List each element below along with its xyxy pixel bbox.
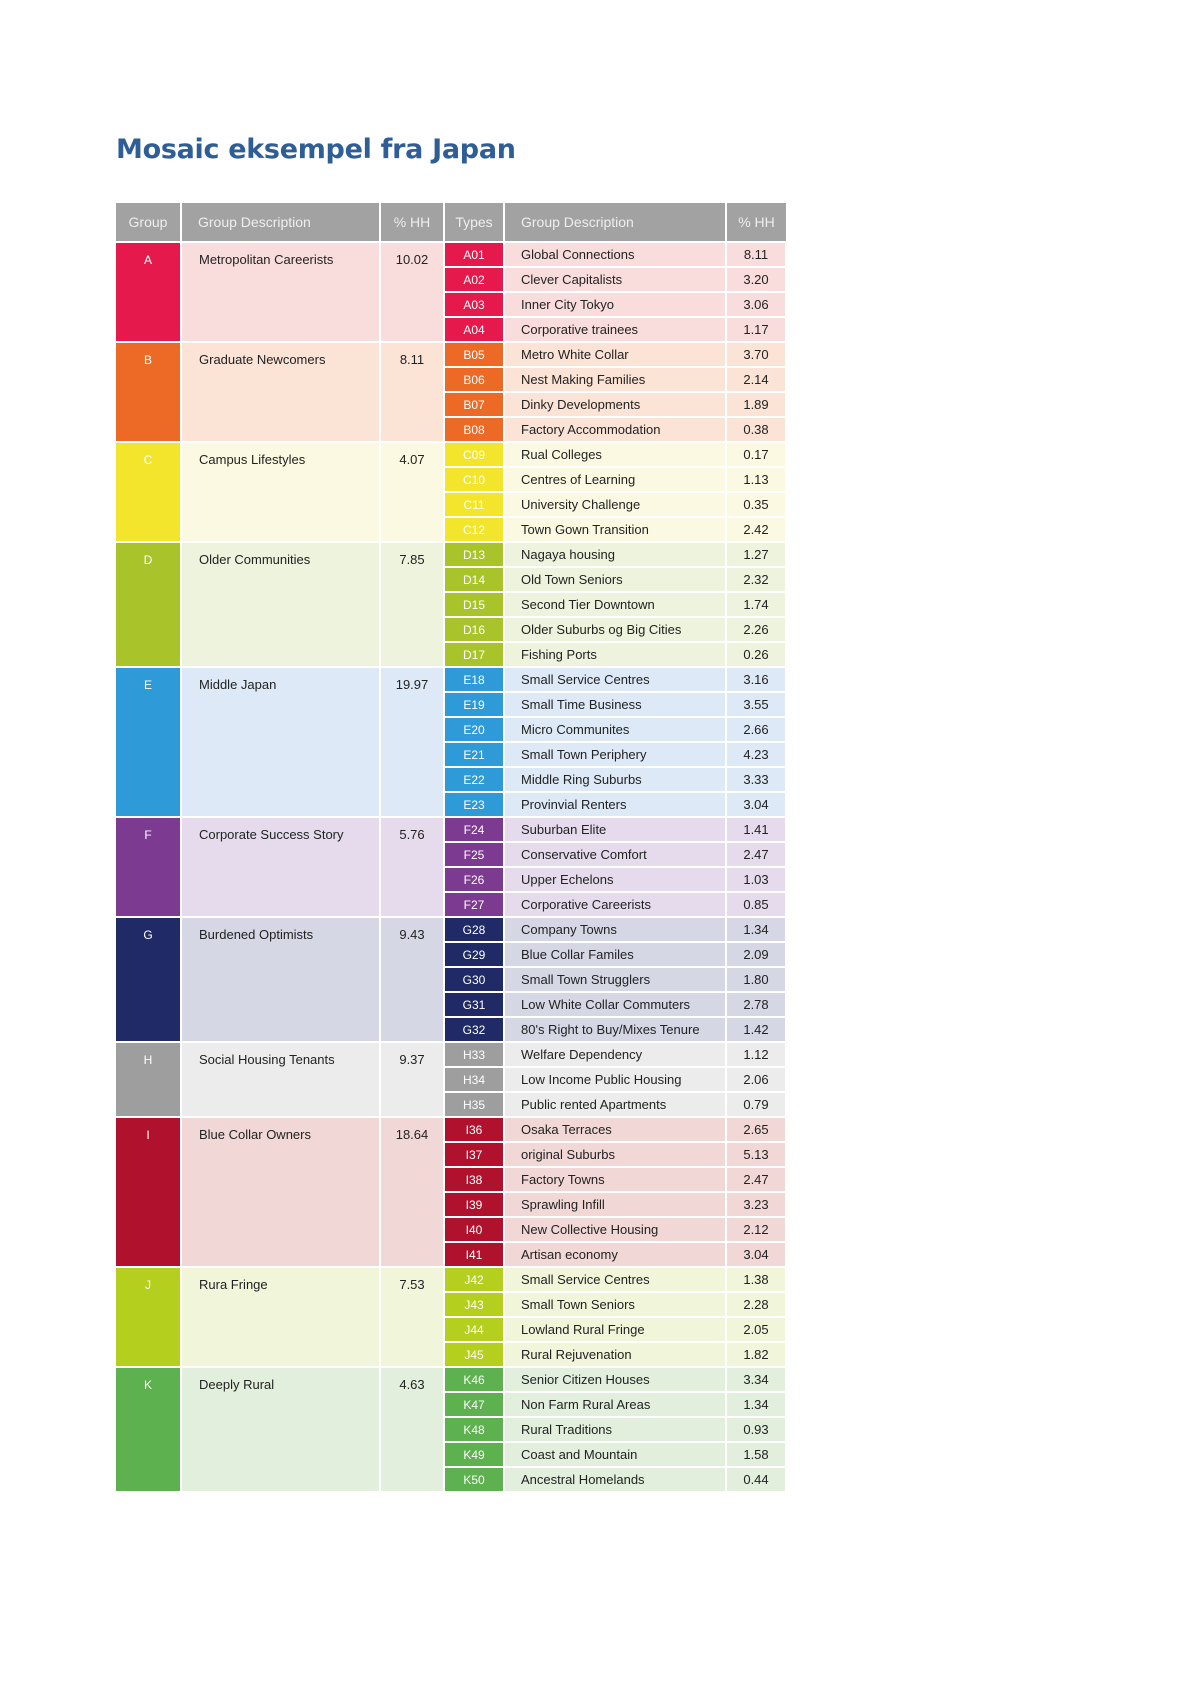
type-row <box>445 868 785 893</box>
group-block <box>116 1043 786 1116</box>
type-pct-hh: 3.70 <box>727 343 785 366</box>
type-pct-hh: 2.47 <box>727 843 785 866</box>
type-code: F24 <box>445 818 503 841</box>
type-pct-hh: 1.58 <box>727 1443 785 1466</box>
type-code: B08 <box>445 418 503 441</box>
type-pct-hh: 1.80 <box>727 968 785 991</box>
type-description: Small Service Centres <box>505 1268 725 1291</box>
type-code: K49 <box>445 1443 503 1466</box>
type-description: Small Town Strugglers <box>505 968 725 991</box>
type-pct-hh: 4.23 <box>727 743 785 766</box>
group-pct-hh: 7.53 <box>381 1268 443 1366</box>
type-code: G28 <box>445 918 503 941</box>
table-body <box>116 243 786 1491</box>
type-pct-hh: 0.79 <box>727 1093 785 1116</box>
group-letter: G <box>116 918 180 1041</box>
group-block <box>116 443 786 541</box>
group-block <box>116 1268 786 1366</box>
type-code: K48 <box>445 1418 503 1441</box>
type-pct-hh: 2.66 <box>727 718 785 741</box>
type-row <box>445 843 785 868</box>
type-pct-hh: 1.74 <box>727 593 785 616</box>
type-pct-hh: 5.13 <box>727 1143 785 1166</box>
group-block <box>116 918 786 1041</box>
type-description: Factory Towns <box>505 1168 725 1191</box>
type-row <box>445 1218 785 1243</box>
type-pct-hh: 2.26 <box>727 618 785 641</box>
group-pct-hh: 4.63 <box>381 1368 443 1491</box>
type-code: G29 <box>445 943 503 966</box>
group-pct-hh: 19.97 <box>381 668 443 816</box>
type-row <box>445 1443 785 1468</box>
type-description: Public rented Apartments <box>505 1093 725 1116</box>
group-description: Older Communities <box>182 543 379 666</box>
type-row <box>445 343 785 368</box>
type-pct-hh: 2.42 <box>727 518 785 541</box>
type-row <box>445 1018 785 1041</box>
type-row <box>445 818 785 843</box>
type-code: H33 <box>445 1043 503 1066</box>
header-pct-hh: % HH <box>381 203 443 241</box>
type-code: E22 <box>445 768 503 791</box>
type-description: Inner City Tokyo <box>505 293 725 316</box>
type-pct-hh: 1.38 <box>727 1268 785 1291</box>
type-code: C10 <box>445 468 503 491</box>
type-code: E19 <box>445 693 503 716</box>
type-row <box>445 1068 785 1093</box>
group-letter: A <box>116 243 180 341</box>
mosaic-table <box>116 203 786 1491</box>
type-pct-hh: 0.38 <box>727 418 785 441</box>
type-row <box>445 1293 785 1318</box>
type-pct-hh: 3.04 <box>727 1243 785 1266</box>
type-description: Low White Collar Commuters <box>505 993 725 1016</box>
type-pct-hh: 0.35 <box>727 493 785 516</box>
header-group: Group <box>116 203 180 241</box>
type-code: F25 <box>445 843 503 866</box>
type-row <box>445 593 785 618</box>
type-row <box>445 1143 785 1168</box>
type-pct-hh: 1.41 <box>727 818 785 841</box>
group-description: Deeply Rural <box>182 1368 379 1491</box>
type-pct-hh: 2.12 <box>727 1218 785 1241</box>
type-row <box>445 1393 785 1418</box>
type-pct-hh: 3.06 <box>727 293 785 316</box>
type-pct-hh: 1.34 <box>727 1393 785 1416</box>
type-row <box>445 543 785 568</box>
type-description: Osaka Terraces <box>505 1118 725 1141</box>
type-row <box>445 643 785 666</box>
type-description: New Collective Housing <box>505 1218 725 1241</box>
group-letter: F <box>116 818 180 916</box>
type-list <box>445 1043 785 1116</box>
type-code: B05 <box>445 343 503 366</box>
type-pct-hh: 1.12 <box>727 1043 785 1066</box>
page-title: Mosaic eksempel fra Japan <box>116 134 516 165</box>
type-row <box>445 1343 785 1366</box>
type-list <box>445 918 785 1041</box>
type-description: Older Suburbs og Big Cities <box>505 618 725 641</box>
type-description: Nagaya housing <box>505 543 725 566</box>
group-description: Graduate Newcomers <box>182 343 379 441</box>
type-pct-hh: 3.04 <box>727 793 785 816</box>
type-description: University Challenge <box>505 493 725 516</box>
group-description: Middle Japan <box>182 668 379 816</box>
type-pct-hh: 3.33 <box>727 768 785 791</box>
type-row <box>445 1043 785 1068</box>
type-code: C11 <box>445 493 503 516</box>
type-code: I40 <box>445 1218 503 1241</box>
type-pct-hh: 0.85 <box>727 893 785 916</box>
group-letter: K <box>116 1368 180 1491</box>
group-block <box>116 668 786 816</box>
type-pct-hh: 2.14 <box>727 368 785 391</box>
type-pct-hh: 2.09 <box>727 943 785 966</box>
type-row <box>445 1168 785 1193</box>
group-description: Metropolitan Careerists <box>182 243 379 341</box>
type-row <box>445 943 785 968</box>
type-code: J42 <box>445 1268 503 1291</box>
type-code: G32 <box>445 1018 503 1041</box>
type-pct-hh: 0.26 <box>727 643 785 666</box>
header-type-description: Group Description <box>505 203 725 241</box>
type-code: A01 <box>445 243 503 266</box>
type-description: Coast and Mountain <box>505 1443 725 1466</box>
type-code: J43 <box>445 1293 503 1316</box>
group-description: Social Housing Tenants <box>182 1043 379 1116</box>
group-letter: B <box>116 343 180 441</box>
group-description: Blue Collar Owners <box>182 1118 379 1266</box>
type-pct-hh: 3.34 <box>727 1368 785 1391</box>
type-code: G31 <box>445 993 503 1016</box>
type-code: H35 <box>445 1093 503 1116</box>
type-description: Welfare Dependency <box>505 1043 725 1066</box>
group-pct-hh: 7.85 <box>381 543 443 666</box>
type-row <box>445 1193 785 1218</box>
type-pct-hh: 2.32 <box>727 568 785 591</box>
type-row <box>445 993 785 1018</box>
type-description: Non Farm Rural Areas <box>505 1393 725 1416</box>
type-description: Rural Traditions <box>505 1418 725 1441</box>
type-description: Conservative Comfort <box>505 843 725 866</box>
type-description: Second Tier Downtown <box>505 593 725 616</box>
type-description: Clever Capitalists <box>505 268 725 291</box>
type-row <box>445 443 785 468</box>
type-pct-hh: 2.06 <box>727 1068 785 1091</box>
type-pct-hh: 2.65 <box>727 1118 785 1141</box>
type-description: Rual Colleges <box>505 443 725 466</box>
type-description: Lowland Rural Fringe <box>505 1318 725 1341</box>
type-description: Dinky Developments <box>505 393 725 416</box>
type-description: 80's Right to Buy/Mixes Tenure <box>505 1018 725 1041</box>
group-letter: H <box>116 1043 180 1116</box>
type-row <box>445 1268 785 1293</box>
type-pct-hh: 1.34 <box>727 918 785 941</box>
type-code: D16 <box>445 618 503 641</box>
type-list <box>445 1268 785 1366</box>
type-description: Micro Communites <box>505 718 725 741</box>
group-block <box>116 818 786 916</box>
type-description: Town Gown Transition <box>505 518 725 541</box>
group-block <box>116 343 786 441</box>
group-description: Rura Fringe <box>182 1268 379 1366</box>
type-code: B07 <box>445 393 503 416</box>
type-list <box>445 668 785 816</box>
type-row <box>445 1318 785 1343</box>
group-description: Corporate Success Story <box>182 818 379 916</box>
type-row <box>445 893 785 916</box>
type-pct-hh: 0.93 <box>727 1418 785 1441</box>
type-description: Artisan economy <box>505 1243 725 1266</box>
type-description: Small Service Centres <box>505 668 725 691</box>
header-group-description: Group Description <box>182 203 379 241</box>
type-description: original Suburbs <box>505 1143 725 1166</box>
type-code: F27 <box>445 893 503 916</box>
type-pct-hh: 1.82 <box>727 1343 785 1366</box>
type-row <box>445 1093 785 1116</box>
group-letter: C <box>116 443 180 541</box>
type-description: Small Town Seniors <box>505 1293 725 1316</box>
type-list <box>445 343 785 441</box>
type-code: D17 <box>445 643 503 666</box>
type-code: D13 <box>445 543 503 566</box>
type-description: Small Town Periphery <box>505 743 725 766</box>
type-description: Suburban Elite <box>505 818 725 841</box>
group-letter: D <box>116 543 180 666</box>
type-row <box>445 618 785 643</box>
type-code: J44 <box>445 1318 503 1341</box>
type-row <box>445 768 785 793</box>
type-list <box>445 1368 785 1491</box>
group-description: Burdened Optimists <box>182 918 379 1041</box>
type-pct-hh: 2.05 <box>727 1318 785 1341</box>
type-code: I41 <box>445 1243 503 1266</box>
type-row <box>445 693 785 718</box>
type-description: Fishing Ports <box>505 643 725 666</box>
type-pct-hh: 1.17 <box>727 318 785 341</box>
type-pct-hh: 1.03 <box>727 868 785 891</box>
type-description: Global Connections <box>505 243 725 266</box>
group-pct-hh: 18.64 <box>381 1118 443 1266</box>
type-code: E18 <box>445 668 503 691</box>
type-description: Ancestral Homelands <box>505 1468 725 1491</box>
type-pct-hh: 3.16 <box>727 668 785 691</box>
type-code: F26 <box>445 868 503 891</box>
type-code: C12 <box>445 518 503 541</box>
type-code: A04 <box>445 318 503 341</box>
type-row <box>445 968 785 993</box>
type-code: H34 <box>445 1068 503 1091</box>
type-pct-hh: 1.13 <box>727 468 785 491</box>
type-code: K47 <box>445 1393 503 1416</box>
type-row <box>445 318 785 341</box>
type-pct-hh: 1.27 <box>727 543 785 566</box>
header-types: Types <box>445 203 503 241</box>
type-row <box>445 393 785 418</box>
type-code: K50 <box>445 1468 503 1491</box>
type-row <box>445 293 785 318</box>
type-pct-hh: 2.78 <box>727 993 785 1016</box>
group-pct-hh: 9.37 <box>381 1043 443 1116</box>
type-row <box>445 743 785 768</box>
type-code: E21 <box>445 743 503 766</box>
type-row <box>445 468 785 493</box>
type-code: I38 <box>445 1168 503 1191</box>
type-code: A02 <box>445 268 503 291</box>
type-list <box>445 1118 785 1266</box>
table-header <box>116 203 786 241</box>
group-pct-hh: 9.43 <box>381 918 443 1041</box>
type-code: I37 <box>445 1143 503 1166</box>
type-code: A03 <box>445 293 503 316</box>
type-description: Corporative Careerists <box>505 893 725 916</box>
type-row <box>445 268 785 293</box>
type-list <box>445 818 785 916</box>
type-description: Centres of Learning <box>505 468 725 491</box>
group-description: Campus Lifestyles <box>182 443 379 541</box>
type-pct-hh: 3.20 <box>727 268 785 291</box>
type-code: K46 <box>445 1368 503 1391</box>
type-description: Provinvial Renters <box>505 793 725 816</box>
group-pct-hh: 8.11 <box>381 343 443 441</box>
type-description: Upper Echelons <box>505 868 725 891</box>
type-row <box>445 243 785 268</box>
type-row <box>445 668 785 693</box>
type-row <box>445 568 785 593</box>
group-block <box>116 1118 786 1266</box>
type-row <box>445 1468 785 1491</box>
type-list <box>445 443 785 541</box>
type-description: Nest Making Families <box>505 368 725 391</box>
type-code: G30 <box>445 968 503 991</box>
type-row <box>445 1118 785 1143</box>
group-block <box>116 1368 786 1491</box>
group-letter: I <box>116 1118 180 1266</box>
type-description: Blue Collar Familes <box>505 943 725 966</box>
type-description: Metro White Collar <box>505 343 725 366</box>
type-code: B06 <box>445 368 503 391</box>
header-type-pct-hh: % HH <box>727 203 786 241</box>
group-pct-hh: 5.76 <box>381 818 443 916</box>
group-pct-hh: 10.02 <box>381 243 443 341</box>
type-code: E20 <box>445 718 503 741</box>
type-row <box>445 793 785 816</box>
group-block <box>116 243 786 341</box>
type-description: Senior Citizen Houses <box>505 1368 725 1391</box>
type-code: J45 <box>445 1343 503 1366</box>
type-row <box>445 368 785 393</box>
group-block <box>116 543 786 666</box>
type-pct-hh: 0.44 <box>727 1468 785 1491</box>
type-description: Corporative trainees <box>505 318 725 341</box>
group-letter: E <box>116 668 180 816</box>
type-pct-hh: 0.17 <box>727 443 785 466</box>
type-code: D14 <box>445 568 503 591</box>
group-letter: J <box>116 1268 180 1366</box>
type-description: Sprawling Infill <box>505 1193 725 1216</box>
type-row <box>445 418 785 441</box>
type-pct-hh: 8.11 <box>727 243 785 266</box>
type-row <box>445 718 785 743</box>
type-pct-hh: 2.47 <box>727 1168 785 1191</box>
type-pct-hh: 3.23 <box>727 1193 785 1216</box>
type-row <box>445 1418 785 1443</box>
type-description: Small Time Business <box>505 693 725 716</box>
type-code: I39 <box>445 1193 503 1216</box>
type-pct-hh: 2.28 <box>727 1293 785 1316</box>
type-description: Factory Accommodation <box>505 418 725 441</box>
type-list <box>445 243 785 341</box>
type-description: Company Towns <box>505 918 725 941</box>
type-pct-hh: 3.55 <box>727 693 785 716</box>
type-description: Rural Rejuvenation <box>505 1343 725 1366</box>
type-description: Low Income Public Housing <box>505 1068 725 1091</box>
type-description: Middle Ring Suburbs <box>505 768 725 791</box>
type-code: C09 <box>445 443 503 466</box>
type-description: Old Town Seniors <box>505 568 725 591</box>
type-list <box>445 543 785 666</box>
type-row <box>445 918 785 943</box>
type-code: D15 <box>445 593 503 616</box>
type-code: I36 <box>445 1118 503 1141</box>
type-row <box>445 493 785 518</box>
type-row <box>445 1368 785 1393</box>
type-row <box>445 518 785 541</box>
group-pct-hh: 4.07 <box>381 443 443 541</box>
type-row <box>445 1243 785 1266</box>
type-pct-hh: 1.42 <box>727 1018 785 1041</box>
type-code: E23 <box>445 793 503 816</box>
type-pct-hh: 1.89 <box>727 393 785 416</box>
